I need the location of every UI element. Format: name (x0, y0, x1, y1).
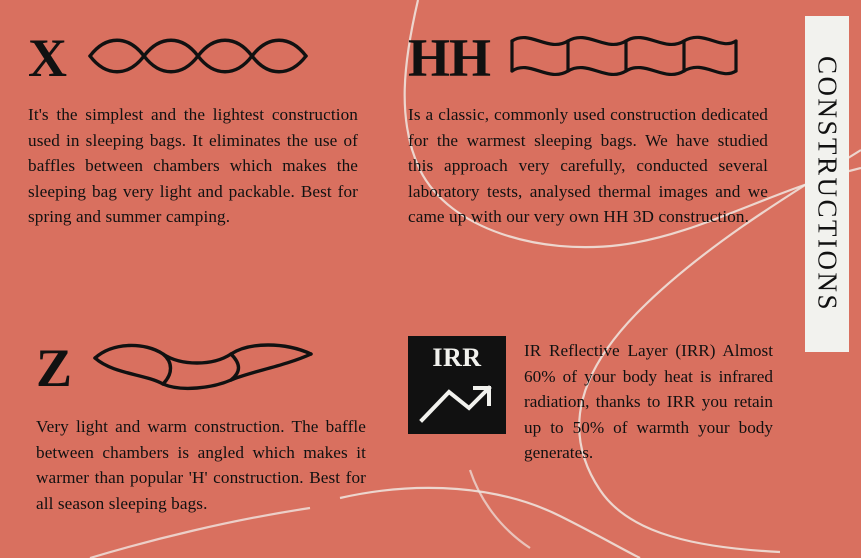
construction-hh-header (408, 26, 768, 90)
x-baffle-diagram (84, 31, 312, 86)
reflected-ray-icon (419, 378, 495, 426)
irr-badge (408, 336, 506, 434)
hh-baffle-diagram (508, 29, 740, 88)
construction-x-header (28, 26, 358, 90)
construction-x-glyph: X (28, 28, 66, 88)
construction-z-text: Very light and warm construction. The baffle between chambers is angled which makes it warmer than popular 'H' construction. Best for all season sleeping bags. (36, 417, 366, 513)
construction-hh (408, 26, 768, 230)
construction-z-glyph: Z (36, 338, 72, 398)
construction-z (36, 336, 366, 516)
construction-hh-glyph: HH (408, 28, 491, 88)
irr-badge-label: IRR (432, 343, 482, 372)
construction-x (28, 26, 358, 230)
construction-z-header (36, 336, 366, 400)
irr-block (408, 336, 773, 466)
section-title-bar (805, 16, 849, 352)
section-title-text: CONSTRUCTIONS (812, 55, 843, 313)
z-baffle-diagram (89, 340, 317, 397)
construction-hh-text: Is a classic, commonly used construction dedicated for the warmest sleeping bags. We have studied this approach very carefully, conducted several laboratory tests, analysed thermal images and we came up with our very own HH 3D construction. (408, 105, 768, 226)
irr-text: IR Reflective Layer (IRR) Almost 60% of your body heat is infrared radiation, thanks to IRR you retain up to 50% of warmth your body generates. (524, 341, 773, 462)
construction-x-text: It's the simplest and the lightest construction used in sleeping bags. It eliminates the use of baffles between chambers which makes the sleeping bag very light and packable. Best for spring and summer camping. (28, 105, 358, 226)
